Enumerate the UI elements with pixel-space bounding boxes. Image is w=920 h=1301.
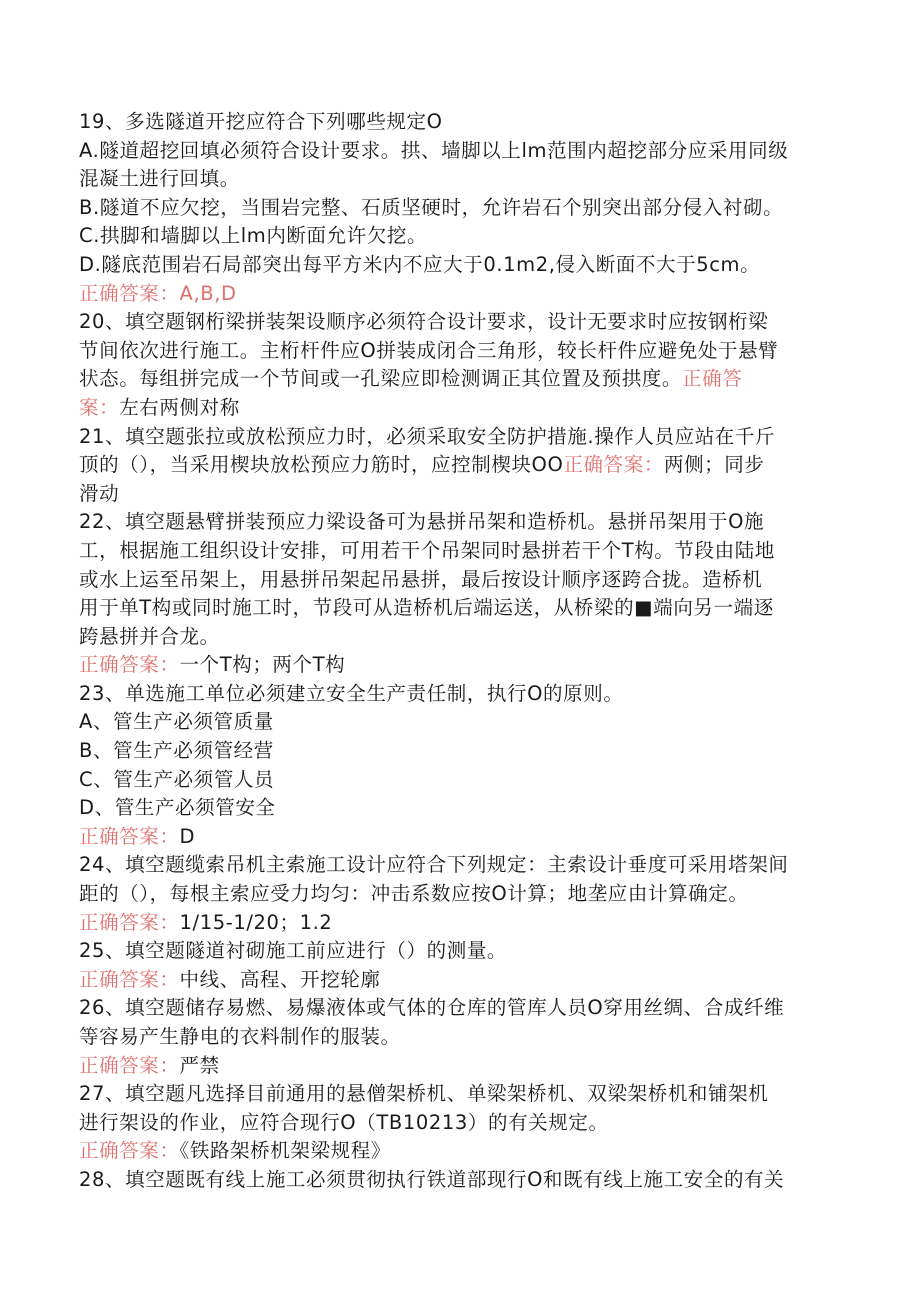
text-line: [79, 1109, 839, 1138]
text-line: [79, 651, 839, 680]
text-line: [79, 222, 839, 251]
text-line: [79, 1166, 839, 1195]
body-text: 节间依次进行施工。主桁杆件应O拼装成闭合三角形，较长杆件应避免处于悬臂: [79, 338, 779, 362]
text-line: [79, 708, 839, 737]
text-line: [79, 1137, 839, 1166]
body-text: 距的（），每根主索应受力均匀：冲击系数应按O计算；地垄应由计算确定。: [79, 882, 749, 906]
body-text: 27、填空题凡选择目前通用的悬僧架桥机、单梁架桥机、双梁架桥机和铺架机: [79, 1082, 769, 1106]
body-text: 状态。每组拼完成一个节间或一孔梁应即检测调正其位置及预拱度。: [79, 367, 683, 391]
body-text: D: [179, 824, 196, 848]
answer-text: 正确答案：: [79, 653, 180, 677]
body-text: 跨悬拼并合龙。: [79, 624, 220, 648]
text-line: [79, 680, 839, 709]
body-text: 严禁: [179, 1053, 220, 1077]
body-text: A.隧道超挖回填必须符合设计要求。拱、墙脚以上lm范围内超挖部分应采用同级: [79, 138, 789, 162]
text-line: [79, 480, 839, 509]
body-text: C.拱脚和墙脚以上lm内断面允许欠挖。: [79, 224, 428, 248]
answer-text: 正确答案：: [79, 281, 180, 305]
body-text: 或水上运至吊架上，用悬拼吊架起吊悬拼，最后按设计顺序逐跨合拢。造桥机: [79, 567, 763, 591]
body-text: 等容易产生静电的衣料制作的服装。: [79, 1025, 401, 1048]
text-line: [79, 1080, 839, 1109]
answer-text: 正确答案：: [563, 453, 664, 477]
text-line: [79, 394, 839, 423]
body-text: 中线、高程、开挖轮廓: [179, 967, 381, 991]
text-line: [79, 909, 839, 938]
text-line: [79, 251, 839, 280]
text-line: [79, 594, 839, 623]
text-line: [79, 823, 839, 852]
body-text: 《铁路架桥机架梁规程》: [179, 1139, 391, 1163]
body-text: 一个T构；两个T构: [179, 653, 346, 677]
text-line: [79, 308, 839, 337]
text-line: [79, 766, 839, 795]
text-line: [79, 1023, 839, 1052]
body-text: B.隧道不应欠挖，当围岩完整、石质坚硬时，允许岩石个别突出部分侵入衬砌。: [79, 195, 784, 219]
text-line: [79, 451, 839, 480]
body-text: 滑动: [79, 481, 120, 505]
body-text: 1/15-1/20；1.2: [179, 910, 333, 934]
text-line: [79, 794, 839, 823]
text-line: [79, 937, 839, 966]
body-text: D、管生产必须管安全: [79, 796, 276, 820]
text-line: [79, 337, 839, 366]
body-text: D.隧底范围岩石局部突出每平方米内不应大于0.1m2,侵入断面不大于5cm。: [79, 252, 761, 276]
text-line: [79, 1052, 839, 1081]
text-line: [79, 566, 839, 595]
body-text: 28、填空题既有线上施工必须贯彻执行铁道部现行O和既有线上施工安全的有关: [79, 1167, 785, 1191]
text-line: [79, 994, 839, 1023]
body-text: 用于单T构或同时施工时，节段可从造桥机后端运送，从桥梁的■端向另一端逐: [79, 596, 774, 620]
body-text: 顶的（），当采用楔块放松预应力筋时，应控制楔块OO: [79, 453, 564, 477]
body-text: 混凝土进行回填。: [79, 167, 240, 191]
body-text: 20、填空题钢桁梁拼装架设顺序必须符合设计要求，设计无要求时应按钢桁梁: [79, 310, 769, 334]
answer-text: 正确答: [682, 367, 743, 391]
answer-text: 正确答案：: [79, 824, 180, 848]
body-text: 25、填空题隧道衬砌施工前应进行（）的测量。: [79, 939, 508, 963]
body-text: 21、填空题张拉或放松预应力时，必须采取安全防护措施.操作人员应站在千斤: [79, 424, 776, 448]
text-line: [79, 880, 839, 909]
body-text: 进行架设的作业，应符合现行O（TB10213）的有关规定。: [79, 1110, 609, 1134]
body-text: 19、多选隧道开挖应符合下列哪些规定O: [79, 110, 443, 133]
body-text: 工，根据施工组织设计安排，可用若干个吊架同时悬拼若干个T构。节段由陆地: [79, 538, 775, 562]
text-line: [79, 966, 839, 995]
answer-text: 正确答案：: [79, 910, 180, 934]
text-line: [79, 194, 839, 223]
answer-text: 正确答案：: [79, 1053, 180, 1077]
body-text: 24、填空题缆索吊机主索施工设计应符合下列规定：主索设计垂度可采用塔架间: [79, 853, 789, 877]
body-text: A、管生产必须管质量: [79, 710, 274, 734]
text-line: [79, 137, 839, 166]
answer-text: 案：: [79, 395, 120, 419]
text-line: [79, 737, 839, 766]
body-text: C、管生产必须管人员: [79, 767, 275, 791]
text-line: [79, 280, 839, 309]
text-line: [79, 365, 839, 394]
body-text: 两侧；同步: [663, 453, 765, 477]
body-text: 26、填空题储存易燃、易爆液体或气体的仓库的管库人员O穿用丝绸、合成纤维: [79, 996, 785, 1020]
text-line: [79, 537, 839, 566]
text-line: [79, 851, 839, 880]
text-line: [79, 623, 839, 652]
body-text: 22、填空题悬臂拼装预应力梁设备可为悬拼吊架和造桥机。悬拼吊架用于O施: [79, 510, 765, 534]
text-line: [79, 165, 839, 194]
body-text: 左右两侧对称: [119, 395, 240, 419]
answer-text: A,B,D: [179, 281, 237, 305]
text-line: [79, 508, 839, 537]
text-line: [79, 108, 839, 137]
body-text: B、管生产必须管经营: [79, 739, 274, 763]
document-body: [79, 108, 839, 1195]
answer-text: 正确答案：: [79, 1139, 180, 1163]
body-text: 23、单选施工单位必须建立安全生产责任制，执行O的原则。: [79, 681, 624, 705]
text-line: [79, 423, 839, 452]
answer-text: 正确答案：: [79, 967, 180, 991]
